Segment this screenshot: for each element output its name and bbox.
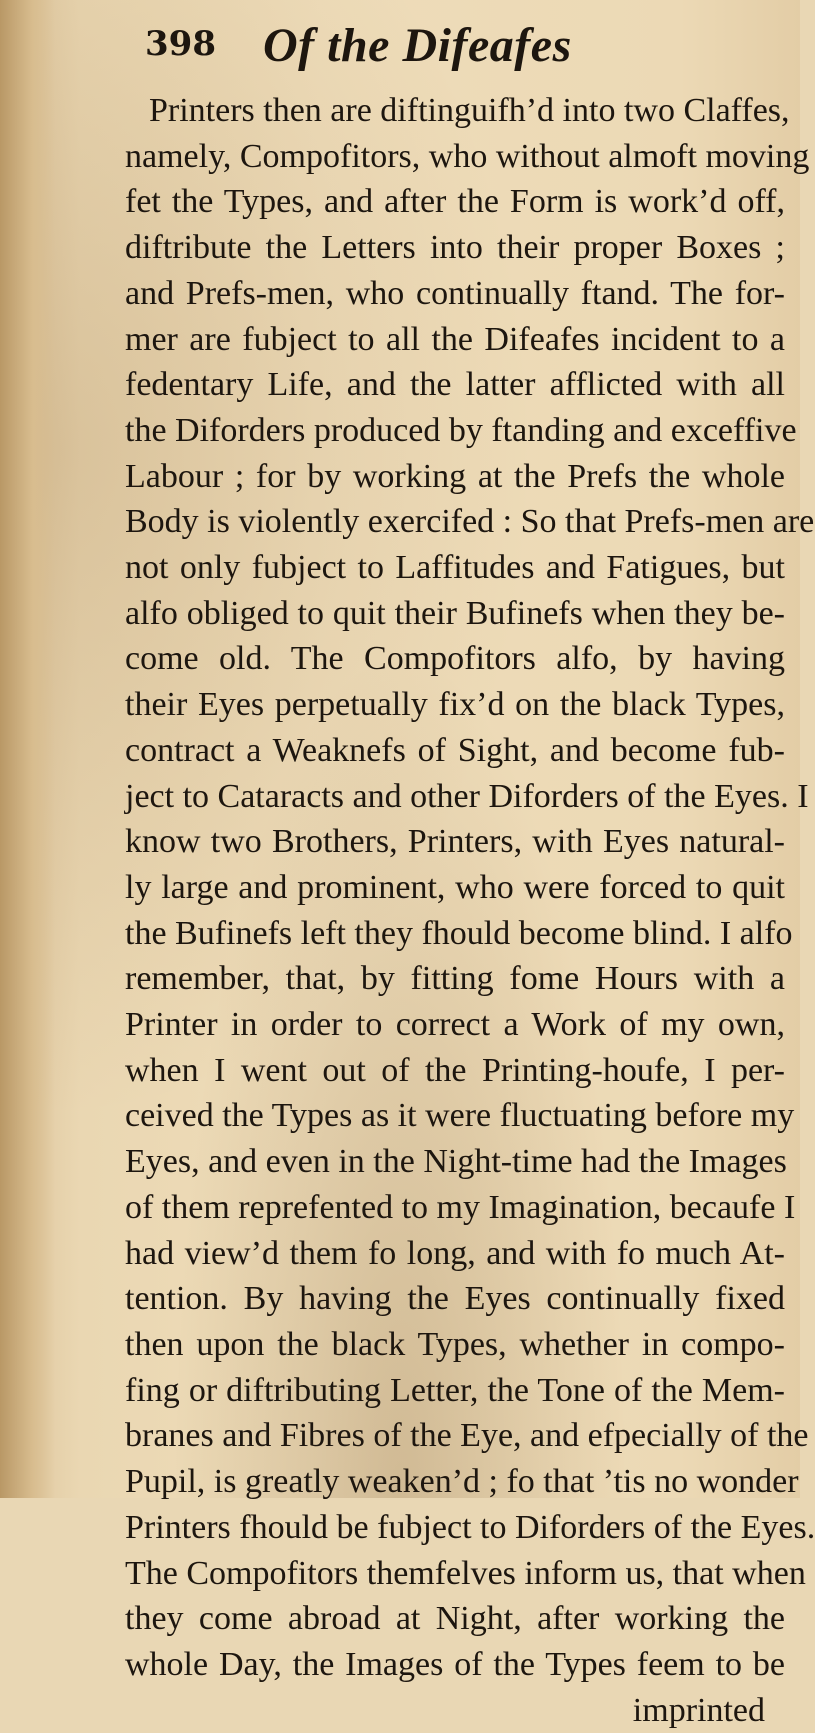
text-line: come old. The Compofitors alfo, by having: [125, 640, 785, 678]
running-title: Of the Difeafes: [263, 19, 572, 72]
text-line: not only fubject to Laffitudes and Fatigues, but: [125, 549, 785, 587]
catchword: imprinted: [632, 1691, 765, 1729]
text-line: Printer in order to correct a Work of my own,: [125, 1006, 785, 1044]
text-line: mer are fubject to all the Difeafes incident to a: [125, 320, 785, 358]
text-line: the Diforders produced by ftanding and exceffive: [125, 411, 797, 449]
text-line: Pupil, is greatly weaken’d ; fo that ’tis no wonder: [125, 1463, 799, 1501]
text-line: when I went out of the Printing-houfe, I per-: [125, 1051, 785, 1089]
text-line: the Bufinefs left they fhould become blind. I alfo: [125, 914, 793, 952]
page-gutter-shadow: [0, 0, 55, 1498]
text-line: Printers then are diftinguifh’d into two Claffes,: [149, 92, 790, 129]
text-line: whole Day, the Images of the Types feem to be: [125, 1645, 785, 1683]
text-line: diftribute the Letters into their proper Boxes ;: [125, 229, 785, 267]
text-line: their Eyes perpetually fix’d on the black Types,: [125, 686, 785, 724]
text-line: Labour ; for by working at the Prefs the whole: [125, 457, 785, 495]
text-line: and Prefs-men, who continually ftand. The for-: [125, 274, 785, 312]
text-line: then upon the black Types, whether in compo-: [125, 1325, 785, 1363]
text-line: ceived the Types as it were fluctuating before my: [125, 1097, 795, 1135]
text-line: had view’d them fo long, and with fo much At-: [125, 1234, 785, 1272]
text-line: remember, that, by fitting fome Hours with a: [125, 960, 785, 998]
text-line: tention. By having the Eyes continually fixed: [125, 1280, 785, 1318]
text-line: fing or diftributing Letter, the Tone of the Mem-: [125, 1371, 785, 1409]
text-line: contract a Weaknefs of Sight, and become fub-: [125, 731, 785, 769]
text-line: fedentary Life, and the latter afflicted with all: [125, 366, 785, 404]
page-header: [145, 18, 775, 78]
body-text: [125, 88, 815, 1733]
text-line: fet the Types, and after the Form is work’d off,: [125, 183, 785, 221]
text-line: ly large and prominent, who were forced to quit: [125, 868, 785, 906]
text-line: Body is violently exercifed : So that Prefs-men are: [125, 503, 815, 541]
text-line: they come abroad at Night, after working the: [125, 1600, 785, 1638]
page-number: 398: [145, 24, 216, 64]
text-line: ject to Cataracts and other Diforders of the Eyes. I: [125, 777, 809, 815]
text-line: Eyes, and even in the Night-time had the Images: [125, 1143, 787, 1181]
text-line: Printers fhould be fubject to Diforders of the Eyes.: [125, 1508, 815, 1546]
text-line: of them reprefented to my Imagination, becaufe I: [125, 1188, 796, 1226]
text-line: namely, Compofitors, who without almoft moving: [125, 137, 810, 175]
text-line: alfo obliged to quit their Bufinefs when they be-: [125, 594, 785, 632]
text-line: know two Brothers, Printers, with Eyes natural-: [125, 823, 785, 861]
text-line: The Compofitors themfelves inform us, that when: [125, 1554, 806, 1592]
text-line: branes and Fibres of the Eye, and efpecially of the: [125, 1417, 809, 1455]
